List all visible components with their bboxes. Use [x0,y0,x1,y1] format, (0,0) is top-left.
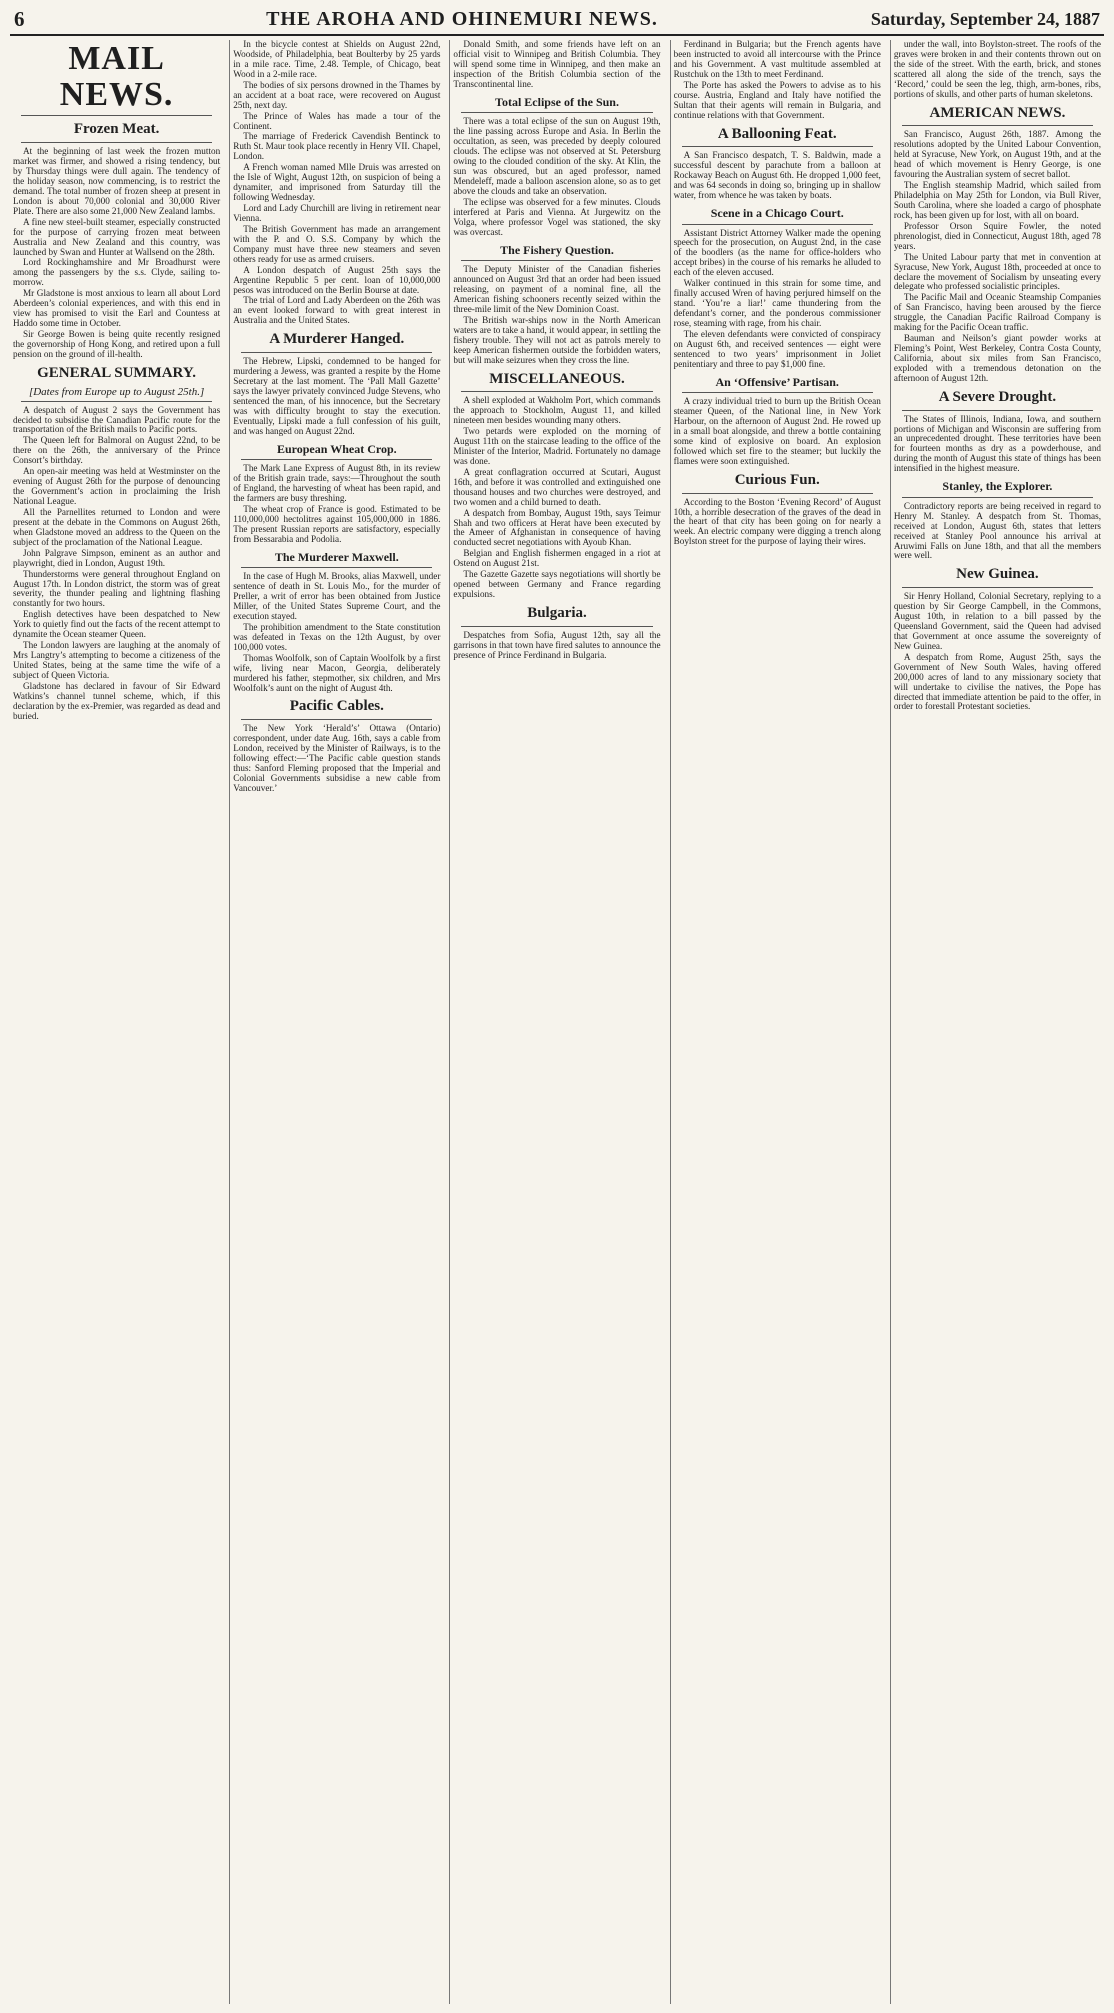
article-divider [902,587,1093,588]
article-paragraph: Bauman and Neilson’s giant powder works at Fleming’s Point, West Berkeley, Contra Costa County, California, about six miles from San Francisco, exploded with a tremendous detonation on the afternoon of August 12th. [893,333,1102,383]
article-paragraph: English detectives have been despatched to New York to quietly find out the facts of the recent attempt to dynamite the Ocean steamer Queen. [13,609,221,640]
article-divider [21,115,212,116]
article-paragraph: Gladstone has declared in favour of Sir Edward Watkins’s channel tunnel scheme, which, if this declaration by the ex-Premier, was regarded as dead and buried. [13,680,221,721]
article-paragraph: There was a total eclipse of the sun on August 19th, the line passing across Europe and Asia. In Berlin the occultation, as seen, was preceded by deeply coloured clouds. The eclipse was not observed at St. Petersburg owing to the clouded condition of the sky. At Klin, the sun was obscured, but an aged professor, named Mendeleff, made a balloon ascension alone, so as to get above the clouds and take an observation. [453,116,661,196]
article-paragraph: A despatch of August 2 says the Government has decided to subsidise the Canadian Pacific route for the transportation of the British mails to Pacific ports. [13,404,221,435]
article-headline: The Fishery Question. [500,242,614,257]
article-divider [682,146,873,147]
article-divider [241,567,432,568]
article-paragraph: Donald Smith, and some friends have left on an official visit to Winnipeg and British Columbia. They will spend some time in Winnipeg, and then make an inspection of the British Columbia section of the Transcontinental line. [453,40,661,89]
article-paragraph: Walker continued in this strain for some time, and finally accused Wren of having perjured himself on the stand. ‘You’re a liar!’ came thundering from the defendant’s corner, and the ponderous commissioner rose, steaming with rage, from his chair. [673,278,881,328]
article [13,122,220,359]
article-paragraph: The marriage of Frederick Cavendish Bentinck to Ruth St. Maur took place recently in Henry VII. Chapel, London. [233,131,441,162]
article-paragraph: A great conflagration occurred at Scutari, August 16th, and before it was controlled and extinguished one thousand houses and two churches were destroyed, and two women and a child burned to death. [453,466,661,507]
article-paragraph: The eleven defendants were convicted of conspiracy on August 6th, and received sentences — eight were sentenced to two years’ imprisonment in Joliet penitentiary and three to pay $1,000 fine. [673,328,881,369]
article-paragraph: San Francisco, August 26th, 1887. Among the resolutions adopted by the United Labour Convention, held at Syracuse, New York, on August 19th, and at the head of which movement is Henry George, is one favouring the Australian system of secret ballot. [893,129,1102,180]
article-paragraph: At the beginning of last week the frozen mutton market was firmer, and showed a rising tendency, but by Thursday things were dull again. The tendency of the holiday season, now commencing, is to restrict the demand. The total number of frozen sheep at present in London is about 70,000 colonial and 30,000 River Plate. There are also some 21,000 New Zealand lambs. [13,146,221,216]
article-divider [902,125,1093,126]
article-paragraph: All the Parnellites returned to London and were present at the debate in the Commons on August 26th, when Gladstone moved an address to the Queen on the subject of the proclamation of the National League. [13,506,221,547]
article-paragraph: A London despatch of August 25th says the Argentine Republic 5 per cent. loan of 10,000,000 pesos was introduced on the Berlin Bourse at date. [233,264,441,295]
article-divider [682,392,873,393]
article-paragraph: The trial of Lord and Lady Aberdeen on the 26th was an event looked forward to with great interest in Australia and the United States. [233,295,441,326]
article [894,567,1101,712]
article-paragraph: The British Government has made an arrangement with the P. and O. S.S. Company by which the Company must have three new steamers and seven others ready for use as armed cruisers. [233,223,441,264]
article-paragraph: The Mark Lane Express of August 8th, in its review of the British grain trade, says:—Throughout the south of England, the harvesting of wheat has been rapid, and the farmers are busy threshing. [233,463,441,503]
article-paragraph: The Prince of Wales has made a tour of the Continent. [233,110,441,131]
article-paragraph: The eclipse was observed for a few minutes. Clouds interfered at Paris and Vienna. At Jurgewitz on the Volga, where professor Vogel was stationed, the sky was overcast. [453,196,661,237]
article-divider [682,224,873,225]
issue-date: Saturday, September 24, 1887 [870,8,1100,29]
article-paragraph: The Hebrew, Lipski, condemned to be hanged for murdering a Jewess, was granted a respite by the Home Secretary at the last moment. The ‘Pall Mall Gazette’ says the lawyer privately convinced Judge Stevens, who sentenced the man, of his innocence, but the Secretary was with difficulty brought to stay the execution. Eventually, Lipski made a full confession of his guilt, and was hanged on August 22nd. [233,356,441,436]
article-paragraph: Ferdinand in Bulgaria; but the French agents have been instructed to avoid all intercourse with the Prince and his Government. A vast multitude assembled at Rustchuk on the 13th to meet Ferdinand. [673,40,881,79]
article-paragraph: An open-air meeting was held at Westminster on the evening of August 26th for the purpose of denouncing the Government’s action in proclaiming the Irish National League. [13,466,221,506]
columns-container [10,40,1104,2004]
article-paragraph: Thunderstorms were general throughout England on August 17th. In London district, the storm was of great severity, the thunder pealing and lightning flashing constantly for two hours. [13,568,221,609]
article [894,106,1101,384]
article [453,372,660,601]
column-2 [229,40,443,2004]
article-paragraph: The London lawyers are laughing at the anomaly of Mrs Langtry’s attempting to become a citizeness of the United States, being at the same time the wife of a subject of Queen Victoria. [13,640,221,680]
article-paragraph: Belgian and English fishermen engaged in a riot at Ostend on August 21st. [453,548,661,569]
masthead [10,4,1104,36]
article-paragraph: A San Francisco despatch, T. S. Baldwin, made a successful descent by parachute from a balloon at Rockaway Beach on August 6th. He dropped 1,000 feet, and was 64 seconds in doing so, bringing up in shallow water, from whence he was taken by boats. [673,150,881,200]
article [674,127,881,201]
article-headline: AMERICAN NEWS. [929,104,1066,121]
article-headline: Frozen Meat. [73,121,160,138]
article-paragraph: A shell exploded at Wakholm Port, which commands the approach to Stockholm, August 11, and killed nineteen men besides wounding many others. [453,395,661,426]
article-paragraph: A despatch from Rome, August 25th, says the Government of New South Wales, having offered 200,000 acres of land to any missionary society that will undertake to civilise the natives, the Pope has directed that immediate attention be paid to the offer, in order to forestall Protestant societies. [893,651,1102,712]
article-divider [241,459,432,460]
article-paragraph: The prohibition amendment to the State constitution was defeated in Texas on the 12th August, by over 100,000 votes. [233,621,441,652]
article-paragraph: The Queen left for Balmoral on August 22nd, to be there on the 26th, the anniversary of the Prince Consort’s birthday. [13,435,221,466]
article-headline: Curious Fun. [734,471,820,488]
article-divider [461,391,652,392]
article-divider [241,352,432,353]
article-paragraph: Contradictory reports are being received in regard to Henry M. Stanley. A despatch from St. Thomas, received at London, August 6th, states that letters received at Stanley Pool announce his arrival at Aruwimi Falls on June 18th, and that all the members were well. [893,500,1102,561]
article [233,551,440,694]
article-paragraph: The New York ‘Herald’s’ Ottawa (Ontario) correspondent, under date Aug. 16th, says a cable from London, received by the Minister of Railways, is to the following effect:—‘The Pacific cable question stands thus: Sanford Fleming proposed that the Imperial and Colonial Governments subsidise a new cable from Vancouver.’ [233,723,441,793]
article [233,699,440,793]
article-paragraph: The bodies of six persons drowned in the Thames by an accident at a boat race, were recovered on August 25th, next day. [233,79,441,110]
article [674,473,881,547]
article-paragraph: A fine new steel-built steamer, especially constructed for the purpose of carrying frozen meat between Australia and New Zealand and this country, was launched by Swan and Hunter at Wallsend on the 28th. [13,216,221,257]
column-3 [449,40,663,2004]
newspaper-title: THE AROHA AND OHINEMURI NEWS. [266,7,658,30]
article-paragraph: John Palgrave Simpson, eminent as an author and playwright, died in London, August 19th. [13,547,221,568]
article-paragraph: under the wall, into Boylston-street. The roofs of the graves were broken in and their contents thrown out on the side of the street. With the earth, brick, and stones scattered all along the side of the trench, says the ‘Record,’ could be seen the leg, thigh, arm-bones, ribs, portions of skulls, and other parts of human skeletons. [893,40,1102,99]
article [894,480,1101,561]
article [674,376,881,467]
article [13,366,220,722]
article-divider [461,626,652,627]
article-paragraph: The States of Illinois, Indiana, Iowa, and southern portions of Michigan and Wisconsin are suffering from an unprecedented drought. These territories have been for fourteen months as dry as a powderhouse, and during the month of August this state of things has been intensified in the highest measure. [893,413,1102,474]
article-headline: A Murderer Hanged. [269,331,405,348]
article-paragraph: According to the Boston ‘Evening Record’ of August 10th, a horrible desecration of the graves of the dead in the heart of that city has been going on for nearly a week. An electric company were digging a trench along Boylston street for the purpose of laying their wires. [673,496,881,547]
article-divider [902,497,1093,498]
article-paragraph: The Gazette Gazette says negotiations will shortly be opened between Germany and France regarding expulsions. [453,569,661,600]
article-divider [21,142,212,143]
article-paragraph: In the case of Hugh M. Brooks, alias Maxwell, under sentence of death in St. Louis Mo., for the murder of Preller, a writ of error has been obtained from Justice Miller, of the United States Supreme Court, and the execution stayed. [233,571,441,621]
article [233,332,440,436]
article-divider [461,112,652,113]
article-paragraph: The wheat crop of France is good. Estimated to be 110,000,000 hectolitres against 105,000,000 in 1886. The present Russian reports are satisfactory, especially from Bessarabia and Podolia. [233,503,441,544]
article [453,244,660,366]
column-4 [670,40,884,2004]
article-headline: MAIL NEWS. [59,40,174,113]
article-headline: Bulgaria. [527,605,587,621]
article [233,443,440,545]
article-paragraph: Sir George Bowen is being quite recently resigned the governorship of Hong Kong, and retired upon a full pension on the ground of ill-health. [13,329,221,359]
article-divider [902,410,1093,411]
article-paragraph: A crazy individual tried to burn up the British Ocean steamer Queen, of the National line, in New York Harbour, on the afternoon of August 2nd. He rowed up in a small boat alongside, and threw a bottle containing some kind of explosive on board. An explosion followed which set fire to the steamer; but luckily the flames were soon extinguished. [673,396,881,466]
article-paragraph: The United Labour party that met in convention at Syracuse, New York, August 18th, proceeded at once to declare the movement of Socialism by unseating every delegate who professed socialistic principles. [893,251,1102,292]
article-divider [241,719,432,720]
page-number: 6 [14,6,25,31]
article-paragraph: Mr Gladstone is most anxious to learn all about Lord Aberdeen’s colonial experiences, and with this end in view has promised to visit the Earl and Countess at Haddo some time in October. [13,288,221,329]
article-paragraph: In the bicycle contest at Shields on August 22nd, Woodside, of Philadelphia, beat Boulterby by 25 yards in a mile race. Time, 2.48. Temple, of Chicago, beat Wood in a 2-mile race. [233,40,441,79]
article-headline: A Severe Drought. [938,388,1057,405]
article [13,41,220,116]
article-paragraph: A despatch from Bombay, August 19th, says Teimur Shah and two officers at Herat have been executed by the Ameer of Afghanistan in consequence of having conducted secret negotiations with Ayoub Khan. [453,507,661,548]
article-paragraph: Assistant District Attorney Walker made the opening speech for the prosecution, on August 2nd, in the case of the boodlers (as the name for office-holders who accept bribes) in the course of his remarks he alluded to each of the eleven accused. [673,227,881,278]
article-paragraph: The Deputy Minister of the Canadian fisheries announced on August 3rd that an order had been issued releasing, on payment of a nominal fine, all the American fishing schooners recently seized within the three-mile limit of the New Dominion Coast. [453,264,661,314]
article-divider [21,401,212,402]
article-headline: The Murderer Maxwell. [274,549,399,564]
article-headline: New Guinea. [956,566,1039,583]
article-paragraph: Professor Orson Squire Fowler, the noted phrenologist, died in Connecticut, August 18th, aged 78 years. [893,220,1102,251]
article [894,390,1101,474]
article-paragraph: Sir Henry Holland, Colonial Secretary, replying to a question by Sir George Campbell, in the Commons, August 10th, in relation to a bill passed by the Queensland Government, said the Queen had advised that Government at once assume the sovereignty of New Guinea. [893,591,1102,651]
article-headline: An ‘Offensive’ Partisan. [715,374,839,389]
article-paragraph: Lord and Lady Churchill are living in retirement near Vienna. [233,203,441,223]
article-paragraph: Despatches from Sofia, August 12th, say all the garrisons in that town have fired salutes to announce the presence of Prince Ferdinand in Bulgaria. [453,629,661,660]
article-paragraph: Lord Rockinghamshire and Mr Broadhurst were among the passengers by the s.s. Clyde, sailing to-morrow. [13,257,221,288]
article-headline: Scene in a Chicago Court. [710,205,844,220]
article-headline: Total Eclipse of the Sun. [495,94,619,109]
article-paragraph: Two petards were exploded on the morning of August 11th on the staircase leading to the office of the Minister of the Interior, Madrid. Fortunately no damage was done. [453,426,661,466]
column-1 [10,40,223,2004]
article [233,40,440,326]
article-headline: GENERAL SUMMARY. [37,364,197,381]
article-paragraph: The Porte has asked the Powers to advise as to his course. Austria, England and Italy have notified the Sultan that their agents will remain in Bulgaria, and continue relations with that Government. [673,79,881,120]
article [894,40,1101,100]
column-5 [890,40,1104,2004]
article-headline: MISCELLANEOUS. [489,370,625,387]
article [674,40,881,121]
article-paragraph: The Pacific Mail and Oceanic Steamship Companies of San Francisco, having been aroused by the fierce struggle, the Canadian Pacific Railroad Company is making for the Pacific Ocean traffic. [893,292,1102,333]
article-paragraph: The British war-ships now in the North American waters are to take a hand, it would appear, in settling the fishery trouble. They will not act as patrols merely to keep American fishermen outside the forbidden waters, but will make seizures when they cross the line. [453,314,661,365]
article-paragraph: A French woman named Mlle Druis was arrested on the Isle of Wight, August 12th, on suspicion of being a dynamiter, and imprisoned from Saturday till the following Wednesday. [233,162,441,203]
article [453,40,660,90]
article-headline: European Wheat Crop. [276,441,397,456]
article [674,207,881,370]
article-headline: Pacific Cables. [289,698,384,715]
article-headline: A Ballooning Feat. [717,125,837,142]
article [453,606,660,661]
article [453,96,660,238]
article-divider [682,493,873,494]
article-paragraph: The English steamship Madrid, which sailed from Philadelphia on May 25th for London, via Bull River, South Carolina, where she loaded a cargo of phosphate rock, has been given up for lost, with all on board. [893,180,1102,220]
article-subheadline: [Dates from Europe up to August 25th.] [28,385,205,398]
article-divider [461,260,652,261]
article-headline: Stanley, the Explorer. [942,479,1053,494]
article-paragraph: Thomas Woolfolk, son of Captain Woolfolk by a first wife, living near Macon, Georgia, deliberately murdered his father, stepmother, six children, and Mrs Woolfolk’s aunt on the night of August 4th. [233,652,441,693]
